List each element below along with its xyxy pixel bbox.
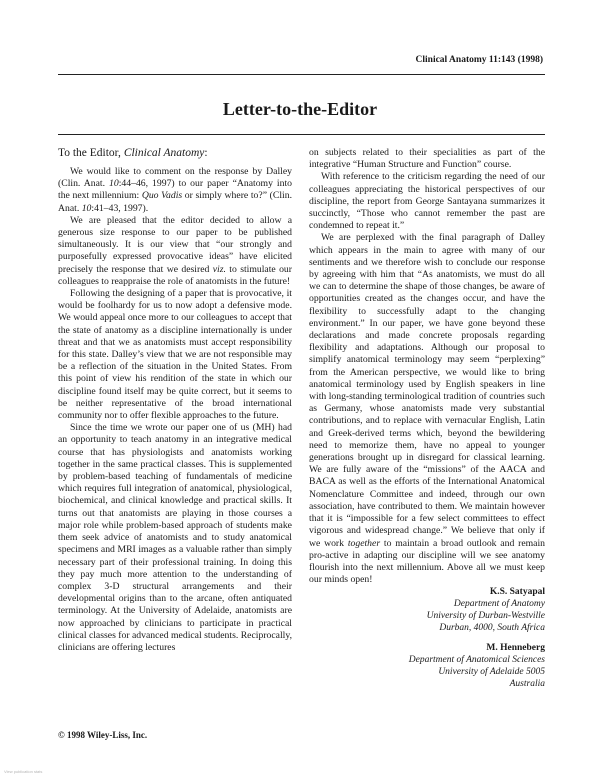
signature-affiliation: Department of Anatomical Sciences bbox=[408, 655, 545, 666]
copyright-notice: © 1998 Wiley-Liss, Inc. bbox=[58, 730, 148, 740]
paragraph-4: Since the time we wrote our paper one of us (MH) had an opportunity to teach anatomy in an integrative medical course that has physiologists and anatomists working together in the same practical classes. This is supplemented by problem-based teaching of fundamentals of medicine which requires full integration of anatomical, physiological, biochemical, and clinical knowledge and practical skills. It turns out that anatomists are playing in those courses a major role while problem-based approach of students make them seek advice of anatomists and to study anatomical specimens and MRI images as a valuable rather than simply necessary part of their professional training. In doing this they pay much more attention to the understanding of complex 3-D structural arrangements and their developmental origins than to the arcane, often antiquated terminology. At the University of Adelaide, anatomists are now approached by clinicians to participate in practical clinical classes for advanced medical students. Reciprocally, clinicians are offering lectures bbox=[58, 422, 292, 653]
paragraph-5: With reference to the criticism regarding the need of our colleagues appreciating the historical perspectives of our discipline, the report from George Santayana summarizes it succinctly, “Those who cannot remember the past are condemned to repeat it.” bbox=[309, 171, 545, 232]
italic-run: 10 bbox=[81, 202, 92, 214]
title-rule bbox=[58, 134, 545, 135]
signature-block-2 bbox=[309, 642, 545, 690]
salutation-journal: Clinical Anatomy bbox=[123, 147, 205, 159]
journal-citation: Clinical Anatomy 11:143 (1998) bbox=[415, 55, 543, 65]
signature-affiliation: Durban, 4000, South Africa bbox=[439, 623, 545, 634]
paragraph-1 bbox=[58, 166, 292, 215]
text-run: :44–46, 1997) to our paper “Anatomy into the next millennium: bbox=[58, 178, 292, 202]
italic-run: 10 bbox=[109, 178, 119, 190]
italic-run: Quo Vadis bbox=[141, 190, 183, 202]
signature-name: M. Henneberg bbox=[486, 643, 545, 654]
text-run: to stimulate our colleagues to reappraise the role of anatomists in the future! bbox=[58, 263, 292, 287]
right-column bbox=[309, 147, 545, 690]
salutation bbox=[58, 147, 208, 159]
paragraph-4-continued: on subjects related to their specialities as part of the integrative “Human Structure and Function” course. bbox=[309, 147, 545, 171]
text-run: to maintain a broad outlook and remain pro-active in adapting our discipline will we see anatomy flourish into the next millennium. Above all we must keep our minds open! bbox=[309, 537, 545, 586]
signature-name: K.S. Satyapal bbox=[489, 587, 545, 598]
signature-affiliation: University of Durban-Westville bbox=[426, 611, 545, 622]
italic-run: viz. bbox=[212, 263, 226, 275]
signature-affiliation: Australia bbox=[509, 679, 545, 690]
text-run: :41–43, 1997). bbox=[91, 202, 149, 214]
paragraph-6 bbox=[309, 232, 545, 586]
text-run: We are perplexed with the final paragraph of Dalley which appears in the main to agree with many of our sentiments and we therefore wish to conclude our response by agreeing with him that “As anatomists, we must do all we can to determine the shape of those changes, be aware of opportunities created as the changes occur, and have the flexibility to successfully adapt to the changing environment.” In our paper, we have gone beyond these declarations and made concrete proposals regarding flexibility and adaptations. Although our proposal to simplify anatomical terminology may seem “perplexing” from the American perspective, we would like to bring anatomical terminology used by English speakers in line with long-standing terminological tradition of countries such as Germany, whose anatomists made very substantial contributions, and to replace with vernacular English, Latin and Greek-derived terms which, beyond the bewildering need to memorize them, have no appeal to younger generations brought up in disregard for classical learning. We are fully aware of the “missions” of the AACA and BACA as well as the efforts of the International Anatomical Nomenclature Committee and indeed, through our own association, have contributed to them. We maintain however that it is “impossible for a few select committees to effect vigorous and widespread change.” We believe that only if we work bbox=[309, 232, 545, 549]
view-publication-stats-note: View publication stats bbox=[4, 769, 43, 774]
signature-affiliation: Department of Anatomy bbox=[453, 599, 545, 610]
text-run: or simply where to?” (Clin. Anat. bbox=[58, 190, 292, 214]
left-column bbox=[58, 166, 292, 654]
text-run: We are pleased that the editor decided to allow a generous size response to our paper to be published simultaneously. It is our view that “our strongly and purposefully expressed provocative ideas” have elicited precisely the response that we desired bbox=[58, 214, 292, 275]
top-rule bbox=[58, 74, 545, 75]
paragraph-3: Following the designing of a paper that is provocative, it would be foolhardy for us to now adopt a defensive mode. We would appeal once more to our colleagues to accept that the state of anatomy as a discipline internationally is under threat and that we as anatomists must accept responsibility for this state. Dalley’s view that we are not responsible may be a reflection of the situation in the United States. From this point of view his rendition of the state in which our discipline found itself may be quite correct, but it seems to be neither representative of the broad international community nor to offer flexible approaches to the future. bbox=[58, 288, 292, 422]
text-run: We would like to comment on the response by Dalley (Clin. Anat. bbox=[58, 166, 292, 190]
paragraph-2 bbox=[58, 215, 292, 288]
salutation-suffix: : bbox=[204, 147, 208, 159]
article-title: Letter-to-the-Editor bbox=[222, 99, 378, 119]
italic-run: together bbox=[347, 537, 381, 549]
signature-block-1 bbox=[309, 586, 545, 634]
salutation-prefix: To the Editor, bbox=[58, 147, 124, 159]
signature-affiliation: University of Adelaide 5005 bbox=[438, 667, 545, 678]
